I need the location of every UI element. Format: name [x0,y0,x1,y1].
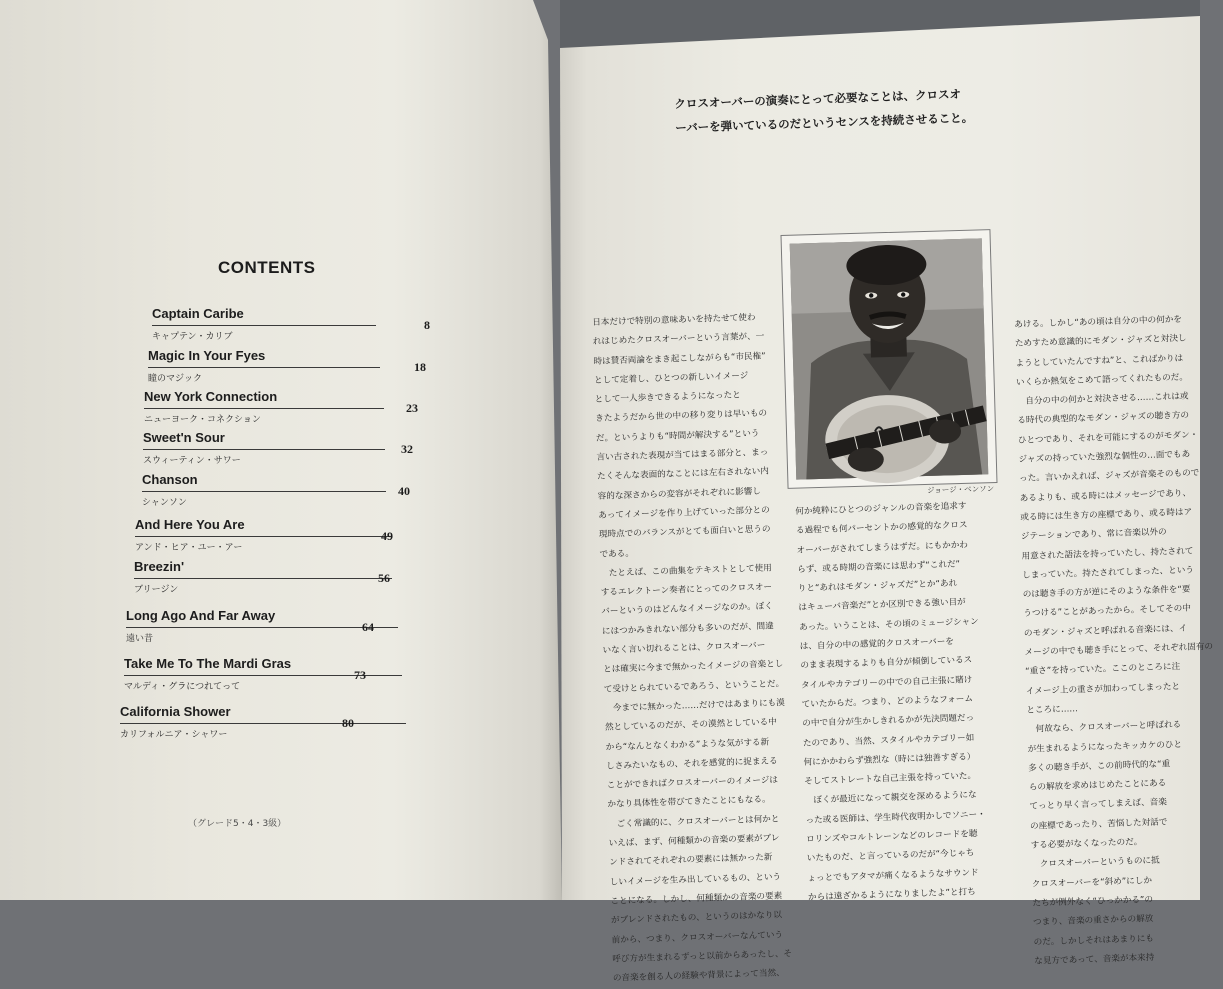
article-column-middle [795,497,989,908]
article-text-line: ジャズの持っていた強烈な個性の…面でもあ [1018,449,1191,466]
toc-entry-subtitle: キャプテン・カリブ [152,332,233,342]
article-text-line: はキューバ音楽だ”とか区別できる強い目が [798,597,966,614]
article-text-line: メージの中でも聴き手にとって、それぞれ固有の [1024,641,1214,658]
toc-entry-title: Take Me To The Mardi Gras [124,656,292,671]
article-text-line: ロリンズやコルトレーンなどのレコードを聴 [806,829,978,845]
toc-entry-title: Long Ago And Far Away [126,608,276,623]
article-text-line: うつける”ことがあったから。そしてその中 [1023,604,1192,620]
article-text-line: 然としているのだが、その漠然としている中 [604,717,777,734]
toc-entry-subtitle: スウィーティン・サワー [143,456,241,466]
article-text-line: の音楽を創る人の経験や背景によって当然、 [612,968,785,984]
article-text-line: ことができればクロスオーバーのイメージは [606,775,779,791]
article-text-line: あける。しかし“あの頃は自分の中の何かを [1014,314,1183,330]
toc-entry-subtitle: カリフォルニア・シャワー [120,730,228,740]
article-text-line: あった。いうことは、その頃のミュージシャン [798,616,979,633]
headline-line: クロスオーバーの演奏にとって必要なことは、クロスオ [674,86,962,111]
article-text-line: のモダン・ジャズと呼ばれる音楽には、イ [1023,623,1188,639]
article-text-line: った或る医師は、学生時代夜明かしでソニー・ [805,809,986,826]
article-text-line: らず、或る時期の音楽には思わず“これだ” [797,559,961,575]
toc-entry-rule [120,723,406,724]
article-text-line: きたようだから世の中の移り変りは早いもの [595,409,768,425]
article-text-line: ょっとでもアタマが痛くなるようなサウンド [807,867,979,884]
article-text-line: のまま表現するよりも自分が傾倒しているス [800,655,973,672]
toc-entry-page-number: 23 [406,401,418,415]
article-text-line: らの解放を求めはじめたことにある [1028,778,1167,793]
toc-entry-rule [144,408,384,409]
article-text-line: 日本だけで特別の意味あいを持たせて使わ [592,312,756,328]
portrait-illustration [790,238,989,479]
toc-entry-rule [142,491,386,492]
toc-entry-subtitle: マルディ・グラにつれてって [124,682,241,692]
toc-entry-page-number: 49 [381,529,393,543]
article-text-line: ためすため意識的にモダン・ジャズと対決し [1014,333,1187,350]
toc-entry-page-number: 64 [362,620,374,634]
article-text-line: バーというのはどんなイメージなのか。ぼく [601,601,774,618]
article-text-line: いえば、まず、何種類かの音楽の要素がブレ [608,833,780,849]
article-text-line: ようとしていたんですね”と、こればかりは [1015,353,1184,369]
article-text-line: あるよりも、或る時にはメッセージであり、 [1019,488,1192,504]
article-text-line: いたものだ、と言っているのだが“今じゃち [806,848,975,865]
toc-entry-page-number: 32 [401,442,413,456]
article-text-line: いくらか熱気をこめて語ってくれたものだ。 [1015,372,1189,388]
toc-entry-page-number: 40 [398,484,410,498]
article-text-line: からは遠ざかるようになりましたよ”と打ち [807,887,976,903]
article-text-line: ことになる。しかし、何種類かの音楽の要素 [610,891,783,907]
article-text-line: にはつかみきれない部分も多いのだが、間違 [601,621,774,637]
article-text-line: が生まれるようになったキッカケのひと [1027,739,1183,755]
toc-entry-subtitle: ニューヨーク・コネクション [144,415,261,425]
toc-entry-title: Chanson [142,472,198,487]
toc-entry-subtitle: 瞳のマジック [148,374,203,384]
article-text-line: タイルやカテゴリーの中での自己主張に賭け [800,674,973,691]
article-text-line: ぼくが最近になって親交を深めるようにな [804,790,977,807]
article-text-line: 現時点でのバランスがとても面白いと思うの [598,524,771,541]
article-text-line: から“なんとなくわかる”ような気がする新 [605,737,770,753]
article-text-line: 用意された語法を持っていたし、持たされて [1021,546,1194,562]
article-text-line: たちが例外なく“ひっかかる”の [1032,894,1154,909]
article-text-line: あってイメージを作り上げていった部分との [598,505,770,521]
toc-entry-rule [143,449,385,450]
toc-entry-page-number: 80 [342,716,354,730]
article-text-line: て受けとられているであろう、ということだ。 [603,678,785,695]
article-text-line: ひとつであり、それを可能にするのがモダン・ [1017,430,1199,446]
article-text-line: そしてストレートな自己主張を持っていた。 [804,771,977,787]
article-text-line: 容的な深さからの変容がそれぞれに影響し [597,486,762,502]
toc-entry-rule [135,536,391,537]
toc-entry-title: California Shower [120,704,231,719]
article-text-line: 呼び方が生まれるずっと以前からあったし、そ [612,948,793,965]
article-text-line: がブレンドされたもの、というのはかなり以 [610,910,783,926]
article-text-line: 今までに無かった……だけではあまりにも漠 [604,698,785,714]
article-text-line: な見方であって、音楽が本来持 [1034,952,1155,967]
article-text-line: たとえば、この曲集をテキストとして使用 [600,563,772,579]
article-text-line: 何か純粋にひとつのジャンルの音楽を追求す [795,501,967,517]
article-text-line: しまっていた。持たされてしまった、という [1022,565,1195,581]
article-column-right [1014,310,1223,972]
article-text-line: ていたからだ。つまり、どのようなフォーム [801,694,974,710]
article-text-line: する必要がなくなったのだ。 [1030,837,1143,851]
toc-entry-rule [152,325,376,326]
article-text-line: 言い古された表現が当てはまる部分と、まっ [596,447,769,464]
article-text-line: った。言いかえれば、ジャズが音楽そのもので [1018,468,1200,485]
toc-entry-page-number: 56 [378,571,390,585]
table-of-contents [118,0,430,900]
article-text-line: 自分の中の何かと対決させる……これは或 [1016,391,1189,408]
article-text-line: の座標であったり、苦悩した対話で [1029,817,1168,832]
article-text-line: は、自分の中の感覚的クロスオーバーを [799,636,955,652]
article-text-line: りと“あれはモダン・ジャズだ”とか“あれ [797,578,958,595]
article-text-line: のだ。しかしそれはあまりにも [1033,933,1155,948]
guitarist-photo-image [790,238,989,479]
article-text-line: しいイメージを生み出しているもの、という [609,871,782,888]
article-text-line: 何故なら、クロスオーバーと呼ばれる [1026,720,1182,736]
toc-entry-page-number: 18 [414,360,426,374]
article-text-line: “重さ”を持っていた。ここのところに注 [1025,662,1181,678]
article-text-line: の中で自分が生かしきれるかが先決問題だっ [802,713,975,730]
contents-heading: CONTENTS [218,258,316,277]
article-text-line: として一人歩きできるようになったと [594,390,741,406]
toc-entry-subtitle: ブリージン [134,585,179,595]
article-text-line: 前から、つまり、クロスオーバーなんていう [611,929,784,946]
toc-entry-title: Magic In Your Fyes [148,348,266,363]
article-text-line: クロスオーバーを“斜め”にしか [1031,875,1153,890]
toc-entry-title: And Here You Are [135,517,245,532]
toc-entry-page-number: 73 [354,668,366,682]
toc-entry-subtitle: シャンソン [142,498,187,508]
article-text-line: 多くの聴き手が、この前時代的な“重 [1028,759,1171,774]
article-text-line: である。 [599,548,635,560]
article-text-line: するエレクトーン奏者にとってのクロスオー [600,582,773,599]
toc-entry-title: New York Connection [144,389,278,404]
toc-entry-title: Breezin' [134,559,185,574]
article-text-line: かなり具体性を帯びてきたことにもなる。 [607,795,771,811]
article-text-line: る時代の典型的なモダン・ジャズの聴き方の [1017,411,1190,427]
toc-entry-title: Captain Caribe [152,306,244,321]
article-text-line: とは確実に今まで無かったイメージの音楽とし [603,659,784,676]
headline-line: ーバーを弾いているのだというセンスを持続させること。 [675,110,974,135]
toc-entry-rule [134,578,392,579]
article-text-line: つまり、音楽の重さからの解放 [1032,914,1154,928]
article-text-line: いなく言い切れることは、クロスオーバー [602,640,766,656]
article-text-line: ごく常識的に、クロスオーバーとは何かと [607,814,780,830]
article-text-line: てっとり早く言ってしまえば、音楽 [1029,797,1168,813]
article-text-line: クロスオーバーというものに抵 [1031,856,1160,871]
article-column-left [592,308,794,989]
grade-note: （グレード5・4・3級） [188,819,287,829]
article-text-line: る過程でも何パーセントかの感覚的なクロス [795,520,968,537]
photo-caption: ジョージ・ベンソン [926,484,995,495]
article-text-line: たくそんな表面的なことには左右されない内 [596,466,770,483]
article-text-line: オーバーがされてしまうはずだ。にもかかわ [796,539,969,556]
article-text-line: たのであり、当然、スタイルやカテゴリー如 [802,732,975,749]
article-text-line: として定着し、ひとつの新しいイメージ [593,371,749,386]
article-text-line: ンドされてそれぞれの要素には無かった新 [609,852,773,869]
article-text-line: れはじめたクロスオーバーという言葉が、一 [592,331,765,348]
article-text-line: 或る時には生き方の座標であり、或る時はア [1020,507,1193,523]
article-text-line: ジテーションであり、常に音楽以外の [1020,527,1167,543]
toc-entry-subtitle: アンド・ヒア・ユー・アー [135,543,243,553]
toc-entry-rule [126,627,398,628]
article-text-line: しさみたいなもの、それを感覚的に捉まえる [606,756,778,772]
toc-entry-subtitle: 遠い昔 [126,634,154,644]
toc-entry-title: Sweet'n Sour [143,430,225,445]
article-text-line: だ。というよりも“時間が解決する”という [595,428,760,444]
article-text-line: のは聴き手の方が逆にそのような条件を“要 [1022,584,1191,601]
toc-entry-rule [148,367,380,368]
portrait-photo [780,229,997,489]
toc-entry-page-number: 8 [424,318,430,332]
article-text-line: 何にかかわらず強烈な（時には独善すぎる） [803,752,976,768]
article-text-line: イメージ上の重さが加わってしまったと [1025,681,1181,697]
article-text-line: 時は賛否両論をまき起こしながらも“市民権” [593,351,766,367]
article-text-line: ところに…… [1026,704,1079,716]
